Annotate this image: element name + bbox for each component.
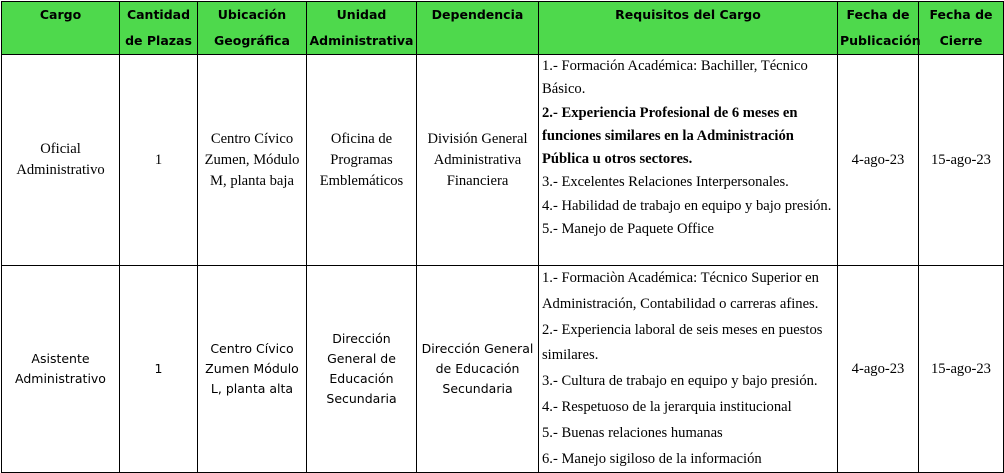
header-fecha-cierre: Fecha de Cierre	[919, 2, 1004, 55]
cell-cargo: Asistente Administrativo	[2, 266, 120, 473]
header-fecha-publicacion: Fecha de Publicación	[838, 2, 919, 55]
requisito-item: 2.- Experiencia Profesional de 6 meses en funciones similares en la Administración Pública u otros sectores.	[542, 104, 798, 168]
header-dependencia: Dependencia	[417, 2, 539, 55]
header-cantidad: Cantidad de Plazas	[120, 2, 198, 55]
cell-ubicacion: Centro Cívico Zumen, Módulo M, planta baja	[198, 55, 307, 266]
cell-cantidad: 1	[120, 266, 198, 473]
cell-fecha-publicacion: 4-ago-23	[838, 55, 919, 266]
cell-requisitos	[539, 55, 838, 266]
table-row	[2, 266, 1004, 473]
requisito-item: 3.- Cultura de trabajo en equipo y bajo presión.	[542, 373, 818, 390]
cell-fecha-cierre: 15-ago-23	[919, 266, 1004, 473]
job-postings-table	[1, 1, 1004, 473]
cell-dependencia: División General Administrativa Financiera	[417, 55, 539, 266]
requisito-item: 4.- Habilidad de trabajo en equipo y bajo presión.	[542, 197, 832, 214]
cell-cantidad: 1	[120, 55, 198, 266]
cell-fecha-cierre: 15-ago-23	[919, 55, 1004, 266]
cell-dependencia: Dirección General de Educación Secundaria	[417, 266, 539, 473]
header-ubicacion: Ubicación Geográfica	[198, 2, 307, 55]
requisito-item: 5.- Buenas relaciones humanas	[542, 424, 723, 441]
table-header-row	[2, 2, 1004, 55]
cell-requisitos	[539, 266, 838, 473]
cell-cargo: Oficial Administrativo	[2, 55, 120, 266]
cell-unidad: Dirección General de Educación Secundaria	[307, 266, 417, 473]
requisito-item: 3.- Excelentes Relaciones Interpersonales.	[542, 174, 789, 191]
header-unidad: Unidad Administrativa	[307, 2, 417, 55]
requisito-item: 4.- Respetuoso de la jerarquia institucional	[542, 398, 792, 415]
requisito-item: 1.- Formaciòn Académica: Técnico Superior en Administración, Contabilidad o carreras afines.	[542, 270, 819, 312]
cell-unidad: Oficina de Programas Emblemáticos	[307, 55, 417, 266]
requisito-item: 6.- Manejo sigiloso de la información	[542, 450, 762, 467]
cell-fecha-publicacion: 4-ago-23	[838, 266, 919, 473]
header-cargo: Cargo	[2, 2, 120, 55]
requisito-item: 1.- Formación Académica: Bachiller, Técnico Básico.	[542, 58, 808, 98]
header-requisitos: Requisitos del Cargo	[539, 2, 838, 55]
requisito-item: 2.- Experiencia laboral de seis meses en puestos similares.	[542, 321, 823, 364]
table-row	[2, 55, 1004, 266]
cell-ubicacion: Centro Cívico Zumen Módulo L, planta alta	[198, 266, 307, 473]
requisito-item: 5.- Manejo de Paquete Office	[542, 221, 714, 238]
